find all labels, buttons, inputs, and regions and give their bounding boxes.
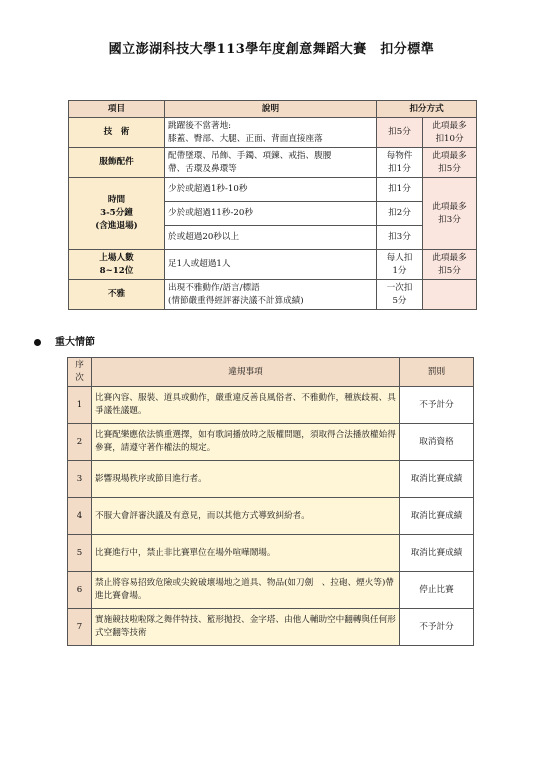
penalty-text: 取消資格 xyxy=(400,424,474,461)
deduction-row xyxy=(69,118,477,148)
violation-row xyxy=(68,572,474,609)
penalty-text: 取消比賽成績 xyxy=(400,498,474,535)
header-item: 項目 xyxy=(69,101,165,118)
limit-cell: 此項最多 扣3分 xyxy=(423,178,477,250)
violation-table xyxy=(67,357,474,646)
violation-row xyxy=(68,461,474,498)
penalty-text: 停止比賽 xyxy=(400,572,474,609)
row-number: 5 xyxy=(68,535,92,572)
row-number: 6 xyxy=(68,572,92,609)
header-no: 序次 xyxy=(68,358,92,387)
violation-row xyxy=(68,535,474,572)
deduction-header-row xyxy=(69,101,477,118)
deduction-row xyxy=(69,148,477,178)
item-cell: 服飾配件 xyxy=(69,148,165,178)
points-cell: 扣1分 xyxy=(377,178,423,202)
penalty-text: 不予計分 xyxy=(400,387,474,424)
rule-text: 禁止將容易招致危險或尖銳破壞場地之道具、物品(如刀劍 、拉砲、煙火等)帶進比賽會場。 xyxy=(92,572,400,609)
rule-text: 實施競技啦啦隊之舞伴特技、籃形拋投、金字塔、由他人輔助空中翻轉與任何形式空翻等技術 xyxy=(92,609,400,646)
item-cell: 技 術 xyxy=(69,118,165,148)
row-number: 2 xyxy=(68,424,92,461)
penalty-text: 不予計分 xyxy=(400,609,474,646)
item-cell: 不雅 xyxy=(69,280,165,310)
penalty-text: 取消比賽成績 xyxy=(400,461,474,498)
deduction-row xyxy=(69,250,477,280)
points-cell: 扣2分 xyxy=(377,202,423,226)
points-cell: 一次扣 5分 xyxy=(377,280,423,310)
header-method: 扣分方式 xyxy=(377,101,477,118)
desc-cell: 足1人或超過1人 xyxy=(165,250,377,280)
points-cell: 扣5分 xyxy=(377,118,423,148)
page-title: 國立澎湖科技大學113學年度創意舞蹈大賽 扣分標準 xyxy=(108,42,435,57)
violation-row xyxy=(68,424,474,461)
bullet-dot xyxy=(34,339,41,346)
rule-text: 比賽進行中，禁止非比賽單位在場外喧嘩鬧場。 xyxy=(92,535,400,572)
rule-text: 比賽內容、服裝、道具或動作，嚴重違反善良風俗者、不雅動作，種族歧視、具爭議性議題。 xyxy=(92,387,400,424)
limit-cell: 此項最多 扣5分 xyxy=(423,148,477,178)
points-cell: 扣3分 xyxy=(377,226,423,250)
header-penalty: 罰則 xyxy=(400,358,474,387)
item-cell: 時間 3-5分鐘 (含進退場) xyxy=(69,178,165,250)
desc-cell: 配帶墜環、吊飾、手鐲、項鍊、戒指、腹腰 帶、舌環及鼻環等 xyxy=(165,148,377,178)
desc-cell: 出現不雅動作/語言/標語 (情節嚴重得經評審決議不計算成績) xyxy=(165,280,377,310)
points-cell: 每人扣 1分 xyxy=(377,250,423,280)
deduction-row xyxy=(69,280,477,310)
rule-text: 影響現場秩序或節目進行者。 xyxy=(92,461,400,498)
header-desc: 說明 xyxy=(165,101,377,118)
violation-row xyxy=(68,609,474,646)
item-cell: 上場人數 8~12位 xyxy=(69,250,165,280)
section-heading-text: 重大情節 xyxy=(55,337,95,348)
rule-text: 比賽配樂應依法慎重選擇，如有歌詞播放時之版權問題，須取得合法播放權始得參賽，請遵守著作權法的規定。 xyxy=(92,424,400,461)
desc-cell: 少於或超過1秒-10秒 xyxy=(165,178,377,202)
limit-cell xyxy=(423,280,477,310)
violation-row xyxy=(68,498,474,535)
limit-cell: 此項最多 扣10分 xyxy=(423,118,477,148)
row-number: 4 xyxy=(68,498,92,535)
points-cell: 每物件 扣1分 xyxy=(377,148,423,178)
desc-cell: 少於或超過11秒-20秒 xyxy=(165,202,377,226)
row-number: 1 xyxy=(68,387,92,424)
limit-cell: 此項最多 扣5分 xyxy=(423,250,477,280)
header-rule: 違規事項 xyxy=(92,358,400,387)
rule-text: 不服大會評審決議及有意見，而以其他方式導致糾紛者。 xyxy=(92,498,400,535)
violation-header-row xyxy=(68,358,474,387)
violation-row xyxy=(68,387,474,424)
section-heading xyxy=(34,333,95,348)
deduction-table xyxy=(68,100,477,310)
penalty-text: 取消比賽成績 xyxy=(400,535,474,572)
desc-cell: 於或超過20秒以上 xyxy=(165,226,377,250)
deduction-row xyxy=(69,178,477,202)
row-number: 7 xyxy=(68,609,92,646)
desc-cell: 跳躍後不當著地: 膝蓋、臀部、大腿、正面、背面直接座落 xyxy=(165,118,377,148)
row-number: 3 xyxy=(68,461,92,498)
